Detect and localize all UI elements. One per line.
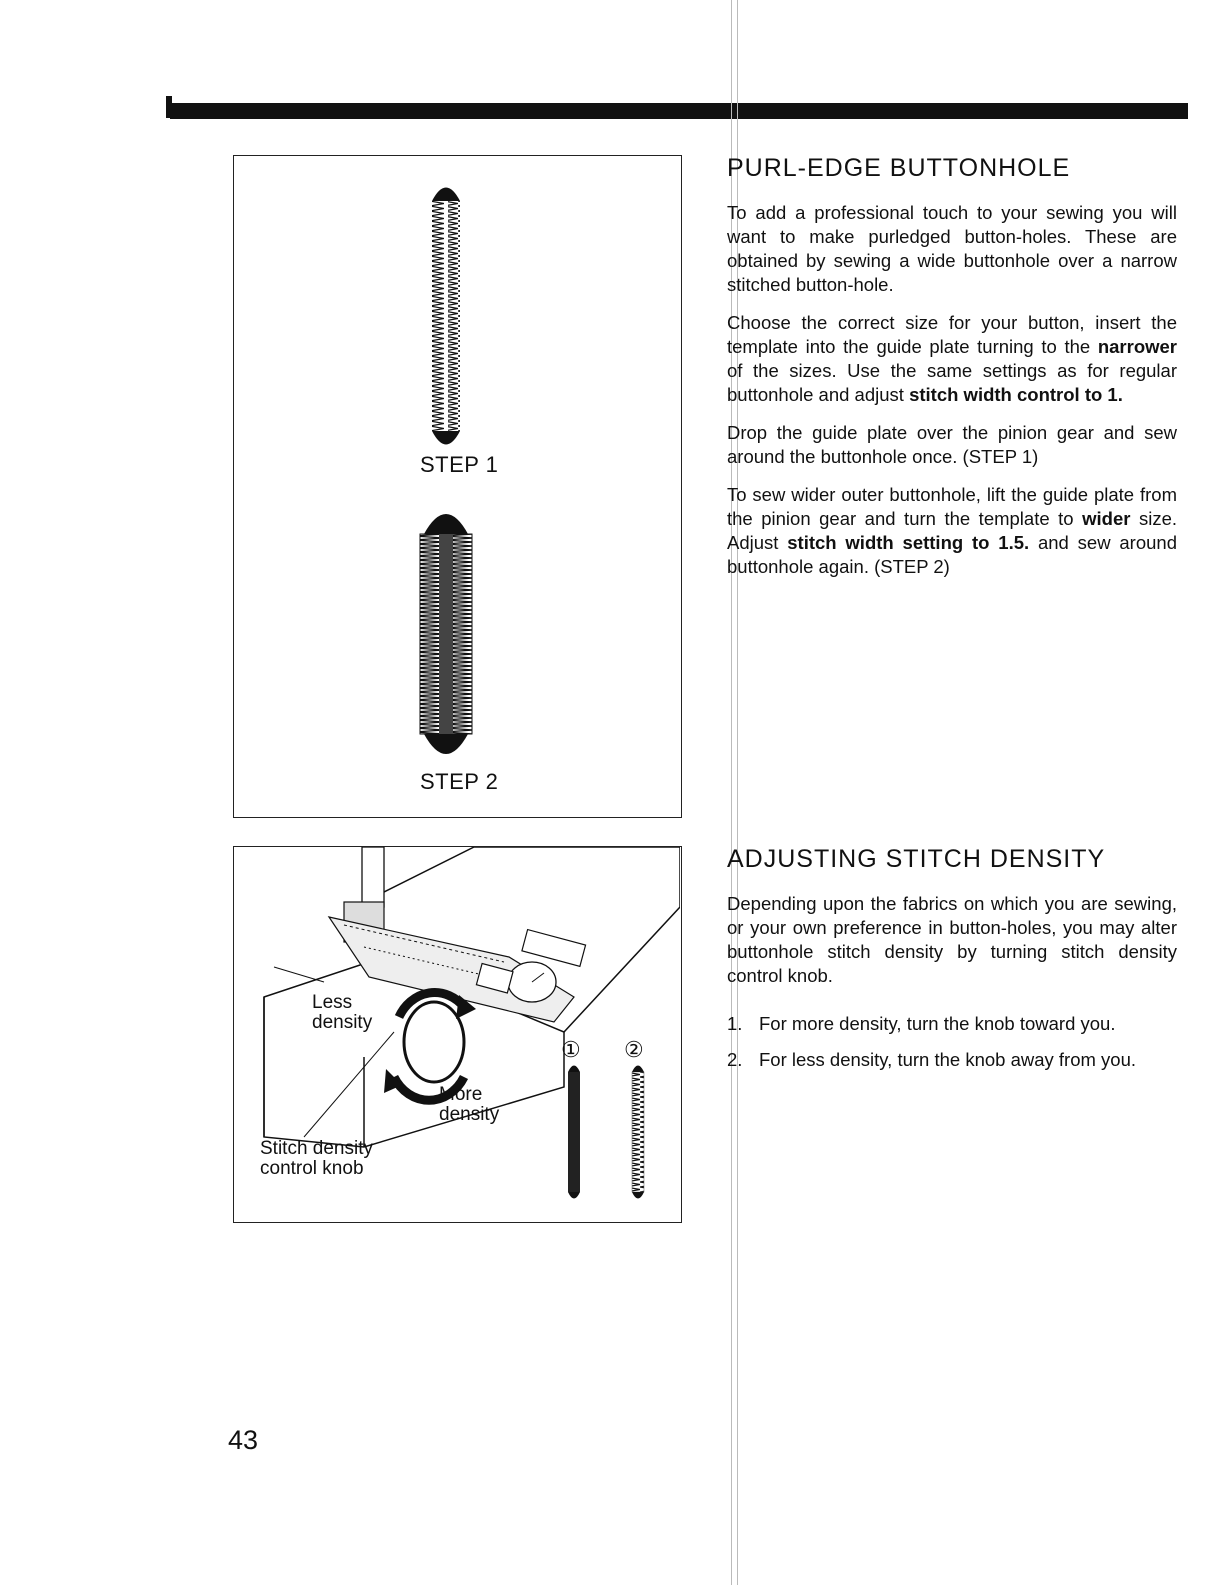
density-sample-1: [568, 1066, 580, 1199]
page-number: 43: [228, 1425, 259, 1455]
section-heading: PURL-EDGE BUTTONHOLE: [727, 154, 1071, 182]
paragraph: Depending upon the fabrics on which you are sewing, or your own preference in button-holes, you may alter buttonhole stitch density by turning stitch density control knob.: [727, 893, 1177, 986]
more-density-label: More density: [439, 1084, 500, 1125]
marker-1: ①: [561, 1037, 581, 1062]
step1-buttonhole: [432, 188, 460, 445]
stitch-density-figure: [233, 846, 682, 1223]
density-sample-2: [632, 1066, 644, 1199]
less-density-label: Less density: [312, 992, 373, 1033]
step1-label: STEP 1: [420, 452, 499, 477]
density-instructions: [727, 1012, 1177, 1072]
paragraph: To sew wider outer buttonhole, lift the guide plate from the pinion gear and turn the template to wider size. Adjust stitch width setting to 1.5. and sew around buttonhole again. (STEP 2): [727, 484, 1178, 577]
purl-edge-section: [727, 154, 1177, 593]
marker-2: ②: [624, 1037, 644, 1062]
stitch-density-section: [727, 845, 1177, 1084]
paragraph: Drop the guide plate over the pinion gear and sew around the buttonhole once. (STEP 1): [727, 422, 1177, 467]
step2-buttonhole: [420, 514, 472, 754]
paragraph: Choose the correct size for your button, insert the template into the guide plate turning to the narrower of the sizes. Use the same settings as for regular buttonhole and adjust stitch width control to 1.: [727, 312, 1177, 405]
step2-label: STEP 2: [420, 769, 499, 794]
buttonhole-illustrations: [234, 156, 680, 816]
buttonhole-steps-figure: [233, 155, 682, 818]
paragraph: To add a professional touch to your sewing you will want to make purledged button-holes. These are obtained by sewing a wide buttonhole over a narrow stitched button-hole.: [727, 202, 1177, 295]
list-item: 1. For more density, turn the knob toward you.: [727, 1013, 1116, 1034]
header-bar: [170, 103, 1188, 119]
section-heading: ADJUSTING STITCH DENSITY: [727, 845, 1106, 873]
stitch-density-knob-label: Stitch density control knob: [260, 1138, 373, 1179]
list-item: 2. For less density, turn the knob away from you.: [727, 1049, 1137, 1070]
